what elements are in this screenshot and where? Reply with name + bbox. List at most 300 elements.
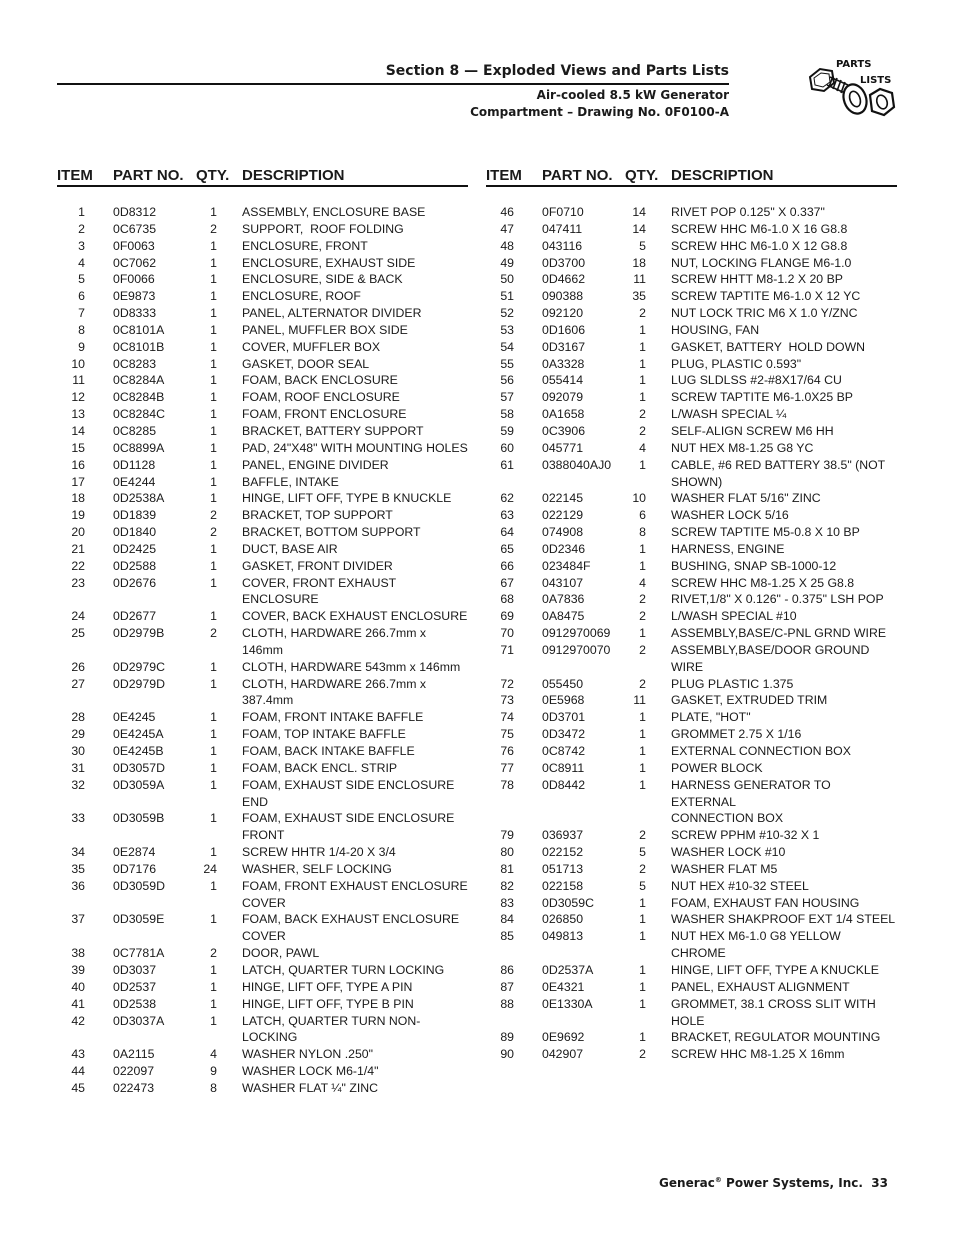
description: GASKET, BATTERY HOLD DOWN bbox=[671, 339, 866, 354]
description: CLOTH, HARDWARE 266.7mm x 387.4mm bbox=[242, 676, 430, 708]
description: GASKET, DOOR SEAL bbox=[242, 356, 370, 371]
table-row bbox=[486, 928, 897, 962]
table-row bbox=[486, 625, 897, 642]
drawing-subtitle bbox=[57, 87, 729, 121]
parts-table-left bbox=[57, 166, 468, 1097]
logo-text-parts: PARTS bbox=[836, 59, 872, 70]
part-number: 0A2115 bbox=[113, 1047, 155, 1062]
part-number: 0D3059A bbox=[113, 777, 165, 792]
part-number: 0C3906 bbox=[542, 423, 586, 438]
table-row bbox=[57, 945, 468, 962]
table-row bbox=[57, 760, 468, 777]
item-number: 26 bbox=[71, 659, 85, 674]
quantity: 2 bbox=[639, 828, 646, 843]
part-number: 0D2979C bbox=[113, 659, 165, 674]
table-row bbox=[57, 743, 468, 760]
part-number: 022145 bbox=[542, 491, 584, 506]
table-row bbox=[486, 558, 897, 575]
item-number: 64 bbox=[500, 525, 514, 540]
part-number: 043107 bbox=[542, 575, 584, 590]
description: FOAM, BACK EXHAUST ENCLOSURE COVER bbox=[242, 912, 460, 944]
item-number: 1 bbox=[78, 205, 85, 219]
part-number: 0D8442 bbox=[542, 777, 586, 792]
description: WASHER, SELF LOCKING bbox=[242, 861, 392, 876]
part-number: 0D2537A bbox=[542, 962, 594, 977]
quantity: 1 bbox=[210, 373, 217, 388]
part-number: 0D7176 bbox=[113, 861, 157, 876]
quantity: 11 bbox=[633, 272, 646, 287]
quantity: 1 bbox=[210, 339, 217, 354]
table-row bbox=[57, 507, 468, 524]
quantity: 1 bbox=[210, 575, 217, 590]
part-number: 0D3059C bbox=[542, 895, 594, 910]
quantity: 8 bbox=[639, 525, 646, 540]
item-number: 77 bbox=[500, 760, 514, 775]
description: WASHER FLAT M5 bbox=[671, 861, 778, 876]
item-number: 49 bbox=[500, 255, 514, 270]
quantity: 1 bbox=[210, 744, 217, 758]
item-number: 90 bbox=[500, 1047, 514, 1062]
item-number: 25 bbox=[71, 626, 85, 641]
description: LUG SLDLSS #2-#8X17/64 CU bbox=[671, 373, 842, 388]
part-number: 0D3059B bbox=[113, 811, 165, 826]
table-row bbox=[486, 406, 897, 423]
part-number: 0A3328 bbox=[542, 356, 585, 371]
table-row bbox=[57, 440, 468, 457]
description: PANEL, MUFFLER BOX SIDE bbox=[242, 322, 408, 337]
table-row bbox=[57, 1046, 468, 1063]
description: SCREW HHC M8-1.25 X 25 G8.8 bbox=[671, 575, 855, 590]
quantity: 24 bbox=[203, 861, 217, 876]
table-row bbox=[57, 541, 468, 558]
column-header-item: ITEM bbox=[486, 167, 522, 184]
table-body bbox=[57, 204, 468, 1097]
part-number: 0D1840 bbox=[113, 525, 157, 540]
part-number: 0C7781A bbox=[113, 946, 165, 961]
description: DUCT, BASE AIR bbox=[242, 541, 338, 556]
description: HINGE, LIFT OFF, TYPE B KNUCKLE bbox=[242, 491, 452, 506]
part-number: 0C8284B bbox=[113, 390, 165, 405]
description: GASKET, FRONT DIVIDER bbox=[242, 558, 393, 573]
table-row bbox=[486, 221, 897, 238]
part-number: 0E2874 bbox=[113, 845, 156, 860]
description: SCREW HHC M6-1.0 X 12 G8.8 bbox=[671, 238, 848, 253]
part-number: 0E4244 bbox=[113, 474, 156, 489]
description: ENCLOSURE, ROOF bbox=[242, 289, 361, 304]
table-row bbox=[57, 911, 468, 945]
table-row bbox=[57, 1063, 468, 1080]
description: NUT HEX M8-1.25 G8 YC bbox=[671, 440, 814, 455]
part-number: 0D3037 bbox=[113, 962, 157, 977]
description: HARNESS, ENGINE bbox=[671, 541, 785, 556]
item-number: 63 bbox=[500, 508, 514, 523]
part-number: 0912970069 bbox=[542, 626, 611, 641]
column-header-qty: QTY. bbox=[625, 167, 659, 184]
table-row bbox=[57, 625, 468, 659]
item-number: 57 bbox=[500, 390, 514, 405]
table-row bbox=[57, 271, 468, 288]
column-header-description: DESCRIPTION bbox=[671, 167, 774, 184]
description: NUT, LOCKING FLANGE M6-1.0 bbox=[671, 255, 852, 270]
description: FOAM, BACK ENCL. STRIP bbox=[242, 760, 398, 775]
quantity: 2 bbox=[210, 508, 217, 523]
part-number: 0D2979D bbox=[113, 676, 165, 691]
part-number: 0D8333 bbox=[113, 306, 157, 321]
table-row bbox=[486, 591, 897, 608]
table-row bbox=[486, 356, 897, 373]
quantity: 1 bbox=[210, 457, 217, 472]
item-number: 6 bbox=[78, 289, 85, 304]
part-number: 092120 bbox=[542, 306, 584, 321]
part-number: 0D3059E bbox=[113, 912, 165, 927]
table-row bbox=[486, 692, 897, 709]
description: FOAM, FRONT ENCLOSURE bbox=[242, 407, 407, 422]
quantity: 2 bbox=[639, 1047, 646, 1062]
quantity: 1 bbox=[639, 356, 646, 371]
quantity: 4 bbox=[210, 1047, 217, 1062]
section-title: Section 8 — Exploded Views and Parts Lists bbox=[385, 63, 729, 79]
part-number: 043116 bbox=[542, 238, 583, 253]
item-number: 88 bbox=[500, 996, 514, 1011]
quantity: 5 bbox=[639, 878, 646, 893]
quantity: 4 bbox=[639, 440, 646, 455]
quantity: 1 bbox=[210, 878, 217, 893]
item-number: 5 bbox=[78, 272, 85, 287]
item-number: 38 bbox=[71, 946, 85, 961]
item-number: 23 bbox=[71, 575, 85, 590]
quantity: 6 bbox=[639, 508, 646, 523]
table-row bbox=[57, 356, 468, 373]
quantity: 2 bbox=[639, 642, 646, 657]
item-number: 52 bbox=[500, 306, 514, 321]
part-number: 0D1606 bbox=[542, 322, 586, 337]
table-row bbox=[486, 389, 897, 406]
quantity: 2 bbox=[210, 946, 217, 961]
item-number: 71 bbox=[500, 642, 514, 657]
quantity: 2 bbox=[639, 407, 646, 422]
description: RIVET,1/8" X 0.126" - 0.375" LSH POP bbox=[671, 592, 884, 607]
item-number: 51 bbox=[500, 289, 514, 304]
item-number: 30 bbox=[71, 744, 85, 758]
description: PANEL, ALTERNATOR DIVIDER bbox=[242, 306, 422, 321]
description: FOAM, TOP INTAKE BAFFLE bbox=[242, 727, 406, 742]
description: COVER, FRONT EXHAUST ENCLOSURE bbox=[242, 575, 400, 607]
item-number: 4 bbox=[78, 255, 85, 270]
item-number: 76 bbox=[500, 744, 514, 758]
quantity: 1 bbox=[210, 777, 217, 792]
item-number: 15 bbox=[71, 440, 85, 455]
table-row bbox=[57, 339, 468, 356]
item-number: 60 bbox=[500, 440, 514, 455]
table-row bbox=[486, 709, 897, 726]
table-row bbox=[57, 406, 468, 423]
description: HOUSING, FAN bbox=[671, 322, 760, 337]
description: ENCLOSURE, EXHAUST SIDE bbox=[242, 255, 416, 270]
item-number: 62 bbox=[500, 491, 514, 506]
quantity: 1 bbox=[210, 541, 217, 556]
table-row bbox=[57, 659, 468, 676]
part-number: 0F0066 bbox=[113, 272, 155, 287]
item-number: 75 bbox=[500, 727, 514, 742]
item-number: 36 bbox=[71, 878, 85, 893]
description: CABLE, #6 RED BATTERY 38.5" (NOT SHOWN) bbox=[671, 457, 886, 489]
part-number: 0F0063 bbox=[113, 238, 155, 253]
part-number: 049813 bbox=[542, 929, 584, 944]
part-number: 0E4321 bbox=[542, 979, 585, 994]
part-number: 0D3472 bbox=[542, 727, 586, 742]
description: WASHER FLAT 5/16" ZINC bbox=[671, 491, 821, 506]
description: BRACKET, BOTTOM SUPPORT bbox=[242, 525, 421, 540]
part-number: 055414 bbox=[542, 373, 584, 388]
quantity: 1 bbox=[210, 710, 217, 725]
item-number: 65 bbox=[500, 541, 514, 556]
part-number: 0D3037A bbox=[113, 1013, 165, 1028]
quantity: 1 bbox=[210, 205, 217, 219]
item-number: 42 bbox=[71, 1013, 85, 1028]
quantity: 1 bbox=[210, 356, 217, 371]
description: WASHER FLAT ¼" ZINC bbox=[242, 1080, 379, 1095]
description: COVER, MUFFLER BOX bbox=[242, 339, 381, 354]
logo-text-lists: LISTS bbox=[860, 75, 892, 86]
item-number: 80 bbox=[500, 845, 514, 860]
table-row bbox=[57, 878, 468, 912]
item-number: 66 bbox=[500, 558, 514, 573]
quantity: 1 bbox=[639, 710, 646, 725]
quantity: 14 bbox=[632, 205, 646, 219]
quantity: 1 bbox=[210, 238, 217, 253]
item-number: 83 bbox=[500, 895, 514, 910]
table-row bbox=[57, 676, 468, 710]
part-number: 0C8742 bbox=[542, 744, 586, 758]
table-row bbox=[57, 221, 468, 238]
quantity: 1 bbox=[210, 289, 217, 304]
part-number: 0388040AJ0 bbox=[542, 457, 612, 472]
item-number: 32 bbox=[71, 777, 85, 792]
page-number: 33 bbox=[871, 1176, 888, 1190]
quantity: 1 bbox=[210, 255, 217, 270]
part-number: 074908 bbox=[542, 525, 584, 540]
table-row bbox=[486, 238, 897, 255]
quantity: 1 bbox=[210, 727, 217, 742]
part-number: 051713 bbox=[542, 861, 584, 876]
part-number: 092079 bbox=[542, 390, 584, 405]
item-number: 56 bbox=[500, 373, 514, 388]
description: WASHER NYLON .250" bbox=[242, 1047, 374, 1062]
item-number: 72 bbox=[500, 676, 514, 691]
description: WASHER SHAKPROOF EXT 1/4 STEEL bbox=[671, 912, 896, 927]
part-number: 022158 bbox=[542, 878, 584, 893]
column-header-part-no: PART NO. bbox=[542, 167, 613, 184]
part-number: 026850 bbox=[542, 912, 584, 927]
table-row bbox=[486, 423, 897, 440]
description: SCREW HHTT M8-1.2 X 20 BP bbox=[671, 272, 843, 287]
part-number: 0D2346 bbox=[542, 541, 586, 556]
quantity: 1 bbox=[210, 1013, 217, 1028]
table-row bbox=[486, 507, 897, 524]
part-number: 0D1128 bbox=[113, 457, 156, 472]
quantity: 1 bbox=[210, 676, 217, 691]
description: HINGE, LIFT OFF, TYPE B PIN bbox=[242, 996, 414, 1011]
quantity: 14 bbox=[632, 221, 646, 236]
item-number: 18 bbox=[71, 491, 85, 506]
description: HARNESS GENERATOR TO EXTERNAL CONNECTION BOX bbox=[671, 777, 831, 826]
item-number: 10 bbox=[71, 356, 85, 371]
item-number: 13 bbox=[71, 407, 85, 422]
quantity: 1 bbox=[639, 744, 646, 758]
part-number: 0C8899A bbox=[113, 440, 165, 455]
table-row bbox=[57, 457, 468, 474]
subtitle-line-1: Air-cooled 8.5 kW Generator bbox=[536, 88, 729, 102]
part-number: 0D3057D bbox=[113, 760, 165, 775]
table-row bbox=[57, 255, 468, 272]
item-number: 73 bbox=[500, 693, 514, 708]
description: PLUG, PLASTIC 0.593" bbox=[671, 356, 802, 371]
table-header bbox=[57, 166, 468, 187]
part-number: 0F0710 bbox=[542, 205, 584, 219]
table-row bbox=[57, 777, 468, 811]
table-row bbox=[486, 457, 897, 491]
item-number: 69 bbox=[500, 609, 514, 624]
item-number: 39 bbox=[71, 962, 85, 977]
description: WASHER LOCK 5/16 bbox=[671, 508, 789, 523]
column-header-part-no: PART NO. bbox=[113, 167, 184, 184]
quantity: 1 bbox=[639, 962, 646, 977]
part-number: 022473 bbox=[113, 1080, 155, 1095]
description: BUSHING, SNAP SB-1000-12 bbox=[671, 558, 837, 573]
item-number: 14 bbox=[71, 423, 85, 438]
item-number: 74 bbox=[500, 710, 514, 725]
part-number: 0C7062 bbox=[113, 255, 157, 270]
item-number: 50 bbox=[500, 272, 514, 287]
item-number: 53 bbox=[500, 322, 514, 337]
part-number: 0C8101A bbox=[113, 322, 165, 337]
table-row bbox=[486, 322, 897, 339]
quantity: 1 bbox=[210, 390, 217, 405]
item-number: 11 bbox=[72, 373, 85, 388]
table-row bbox=[486, 288, 897, 305]
table-row bbox=[57, 861, 468, 878]
table-row bbox=[486, 524, 897, 541]
quantity: 1 bbox=[639, 760, 646, 775]
table-row bbox=[57, 844, 468, 861]
part-number: 0C8101B bbox=[113, 339, 165, 354]
table-body bbox=[486, 204, 897, 1063]
item-number: 20 bbox=[71, 525, 85, 540]
table-row bbox=[57, 726, 468, 743]
part-number: 0A7836 bbox=[542, 592, 585, 607]
table-row bbox=[486, 575, 897, 592]
quantity: 9 bbox=[210, 1064, 217, 1079]
item-number: 21 bbox=[71, 541, 85, 556]
part-number: 0D2677 bbox=[113, 609, 157, 624]
item-number: 81 bbox=[500, 861, 514, 876]
description: FOAM, FRONT EXHAUST ENCLOSURE COVER bbox=[242, 878, 468, 910]
table-row bbox=[57, 474, 468, 491]
description: FOAM, EXHAUST SIDE ENCLOSURE FRONT bbox=[242, 811, 455, 843]
description: GROMMET, 38.1 CROSS SLIT WITH HOLE bbox=[671, 996, 876, 1028]
quantity: 35 bbox=[632, 289, 646, 304]
description: NUT HEX #10-32 STEEL bbox=[671, 878, 809, 893]
quantity: 1 bbox=[639, 626, 646, 641]
quantity: 1 bbox=[639, 390, 646, 405]
table-row bbox=[486, 996, 897, 1030]
item-number: 43 bbox=[71, 1047, 85, 1062]
part-number: 0C8284C bbox=[113, 407, 165, 422]
table-row bbox=[57, 305, 468, 322]
quantity: 1 bbox=[210, 322, 217, 337]
item-number: 8 bbox=[78, 322, 85, 337]
item-number: 44 bbox=[71, 1064, 85, 1079]
description: POWER BLOCK bbox=[671, 760, 763, 775]
table-row bbox=[486, 1029, 897, 1046]
part-number: 0C8911 bbox=[542, 760, 585, 775]
description: RIVET POP 0.125" X 0.337" bbox=[671, 205, 825, 219]
quantity: 1 bbox=[639, 996, 646, 1011]
item-number: 84 bbox=[500, 912, 514, 927]
table-row bbox=[57, 558, 468, 575]
item-number: 40 bbox=[71, 979, 85, 994]
quantity: 1 bbox=[210, 423, 217, 438]
item-number: 85 bbox=[500, 929, 514, 944]
quantity: 1 bbox=[639, 912, 646, 927]
item-number: 22 bbox=[71, 558, 85, 573]
quantity: 1 bbox=[639, 541, 646, 556]
header bbox=[57, 61, 729, 81]
table-row bbox=[57, 322, 468, 339]
table-row bbox=[486, 541, 897, 558]
table-row bbox=[57, 389, 468, 406]
description: FOAM, BACK INTAKE BAFFLE bbox=[242, 744, 415, 758]
description: ASSEMBLY,BASE/C-PNL GRND WIRE bbox=[671, 626, 887, 641]
item-number: 55 bbox=[500, 356, 514, 371]
table-row bbox=[486, 255, 897, 272]
part-number: 0A8475 bbox=[542, 609, 585, 624]
description: HINGE, LIFT OFF, TYPE A KNUCKLE bbox=[671, 962, 879, 977]
description: SCREW TAPTITE M5-0.8 X 10 BP bbox=[671, 525, 860, 540]
page-footer bbox=[659, 1176, 888, 1190]
parts-table-right bbox=[486, 166, 897, 1063]
item-number: 41 bbox=[71, 996, 85, 1011]
quantity: 11 bbox=[633, 693, 646, 708]
table-row bbox=[486, 743, 897, 760]
item-number: 37 bbox=[71, 912, 85, 927]
table-row bbox=[57, 1080, 468, 1097]
item-number: 68 bbox=[500, 592, 514, 607]
quantity: 1 bbox=[210, 845, 217, 860]
quantity: 2 bbox=[639, 306, 646, 321]
description: CLOTH, HARDWARE 543mm x 146mm bbox=[242, 659, 461, 674]
quantity: 2 bbox=[639, 592, 646, 607]
quantity: 1 bbox=[639, 777, 646, 792]
item-number: 47 bbox=[500, 221, 514, 236]
part-number: 0D2425 bbox=[113, 541, 157, 556]
description: NUT LOCK TRIC M6 X 1.0 Y/ZNC bbox=[671, 306, 858, 321]
table-row bbox=[486, 760, 897, 777]
item-number: 78 bbox=[500, 777, 514, 792]
description: LATCH, QUARTER TURN LOCKING bbox=[242, 962, 445, 977]
quantity: 1 bbox=[210, 491, 217, 506]
quantity: 1 bbox=[210, 609, 217, 624]
table-row bbox=[486, 878, 897, 895]
table-header bbox=[486, 166, 897, 187]
part-number: 042907 bbox=[542, 1047, 584, 1062]
part-number: 0E1330A bbox=[542, 996, 593, 1011]
quantity: 4 bbox=[639, 575, 646, 590]
part-number: 0E9873 bbox=[113, 289, 156, 304]
part-number: 0E5968 bbox=[542, 693, 585, 708]
table-row bbox=[57, 979, 468, 996]
item-number: 29 bbox=[71, 727, 85, 742]
